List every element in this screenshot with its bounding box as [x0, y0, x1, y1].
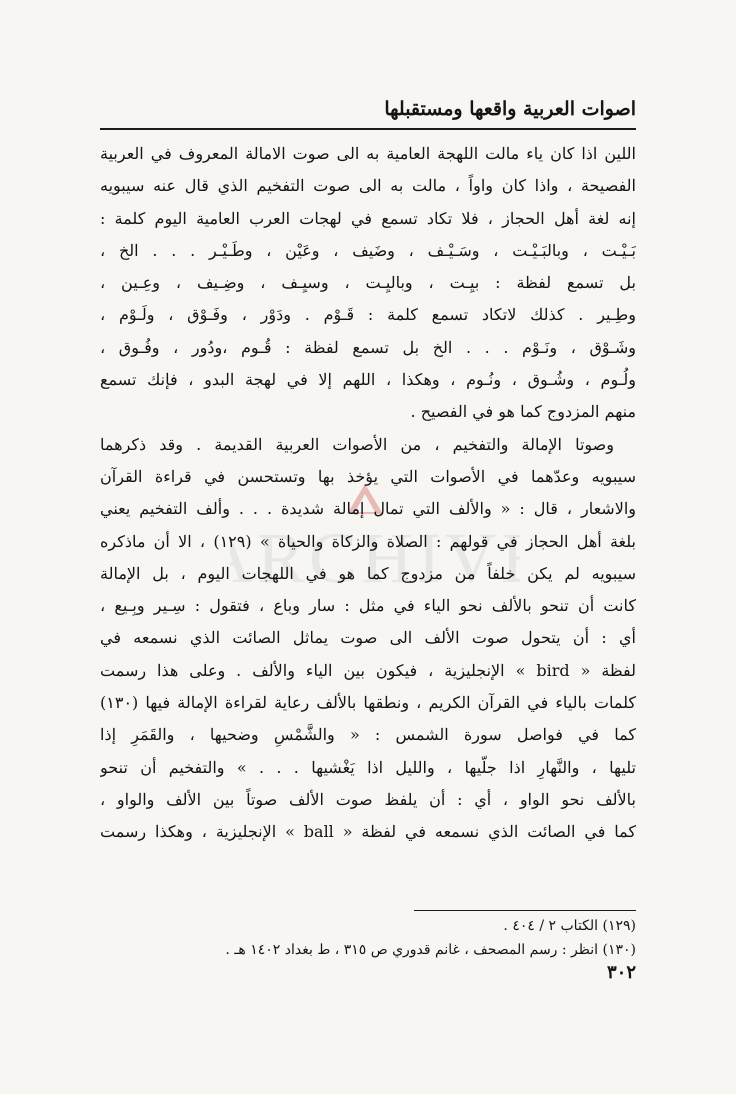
text-line: بلغة أهل الحجاز في قولهم : الصلاة والزكاة والحياة » (١٢٩) ، الا أن ماذكره: [100, 531, 636, 551]
text-line: منهم المزدوج كما هو في الفصيح .: [410, 402, 636, 422]
text-line: سيبويه لم يكن خلفاً من مزدوج كما هو في اللهجات اليوم ، بل الإمالة: [100, 563, 636, 583]
watermark-text: RCHIV: [256, 518, 502, 598]
footnote-129: (١٢٩) الكتاب ٢ / ٤٠٤ .: [503, 918, 636, 934]
footnotes: [100, 914, 636, 962]
text-line: إنه لغة أهل الحجاز ، فلا تكاد تسمع في لهجات العرب العامية اليوم كلمة :: [100, 208, 636, 228]
text-line: لفظة « bird » الإنجليزية ، فيكون بين الياء والألف . وعلى هذا رسمت: [100, 660, 636, 680]
text-line: أي : أن يتحول صوت الألف الى صوت يماثل الصائت الذي نسمعه في: [100, 628, 636, 648]
text-line: كلمات بالياء في القرآن الكريم ، ونطقها بالألف رعاية لقراءة الإمالة فيها (١٣٠): [100, 693, 636, 713]
text-line: ولُـوم ، وشُـوق ، ونُـوم ، وهكذا ، اللهم إلا في لهجة البدو ، فإنك تسمع: [100, 370, 636, 390]
text-line: بالألف نحو الواو ، أي : أن يلفظ صوت الألف صوتاً بين الألف والواو ،: [100, 789, 636, 809]
text-line: سيبويه وعدّهما في الأصوات التي يؤخذ بها وتستحسن في قراءة القرآن: [100, 466, 636, 486]
text-line: اللين اذا كان ياء مالت اللهجة العامية به الى صوت الامالة المعروف في العربية: [100, 144, 636, 163]
text-line: والاشعار ، قال : « والألف التي تمال إمالة شديدة . . . وألف التفخيم يعني: [100, 499, 636, 519]
page-number: ٣٠٢: [606, 962, 636, 983]
footnote-divider: [414, 910, 636, 911]
body-text: [100, 138, 636, 849]
text-line: وشَـوْق ، ونَـوْم . . . الخ بل تسمع لفظة : قُـوم ،ودُور ، وفُـوق ،: [100, 337, 636, 357]
text-line: كما في الصائت الذي نسمعه في لفظة « ball » الإنجليزية ، وهكذا رسمت: [100, 822, 636, 842]
text-line: بل تسمع لفظة : بيِـت ، وباليِـت ، وسيِـف ، وضِـيف ، وعِـين ،: [100, 273, 636, 293]
text-line: بَـيْـت ، وبالبَـيْـت ، وسَـيْـف ، وضَيف ، وعَيْن ، وطَـيْـر . . . الخ ،: [100, 240, 636, 260]
running-header-title: اصوات العربية واقعها ومستقبلها: [384, 98, 636, 120]
footnote-130: (١٣٠) انظر : رسم المصحف ، غانم قدوري ص ٣١٥ ، ط بغداد ١٤٠٢ هـ .: [225, 942, 636, 958]
text-line: كانت أن تنحو بالألف نحو الياء في مثل : سار وباع ، فتقول : سِـير وبِـيع ،: [100, 596, 636, 616]
text-line: تليها ، والنَّهارِ اذا جلّيها ، والليل اذا يَغْشيها . . . » والتفخيم أن تنحو: [100, 757, 636, 777]
header-divider: [100, 128, 636, 130]
text-line: وطِـير . كذلك لاتكاد تسمع كلمة : قَـوْم . ودَوْر ، وفَـوْق ، ولَـوْم ،: [100, 305, 636, 325]
text-line: كما في فواصل سورة الشمس : « والشَّمْسِ وضحيها ، والقَمَرِ إذا: [100, 725, 636, 745]
text-line: الفصيحة ، واذا كان واواً ، مالت به الى صوت التفخيم الذي قال عنه سيبويه: [100, 176, 636, 196]
text-line: وصوتا الإمالة والتفخيم ، من الأصوات العربية القديمة . وقد ذكرهما: [100, 434, 614, 454]
